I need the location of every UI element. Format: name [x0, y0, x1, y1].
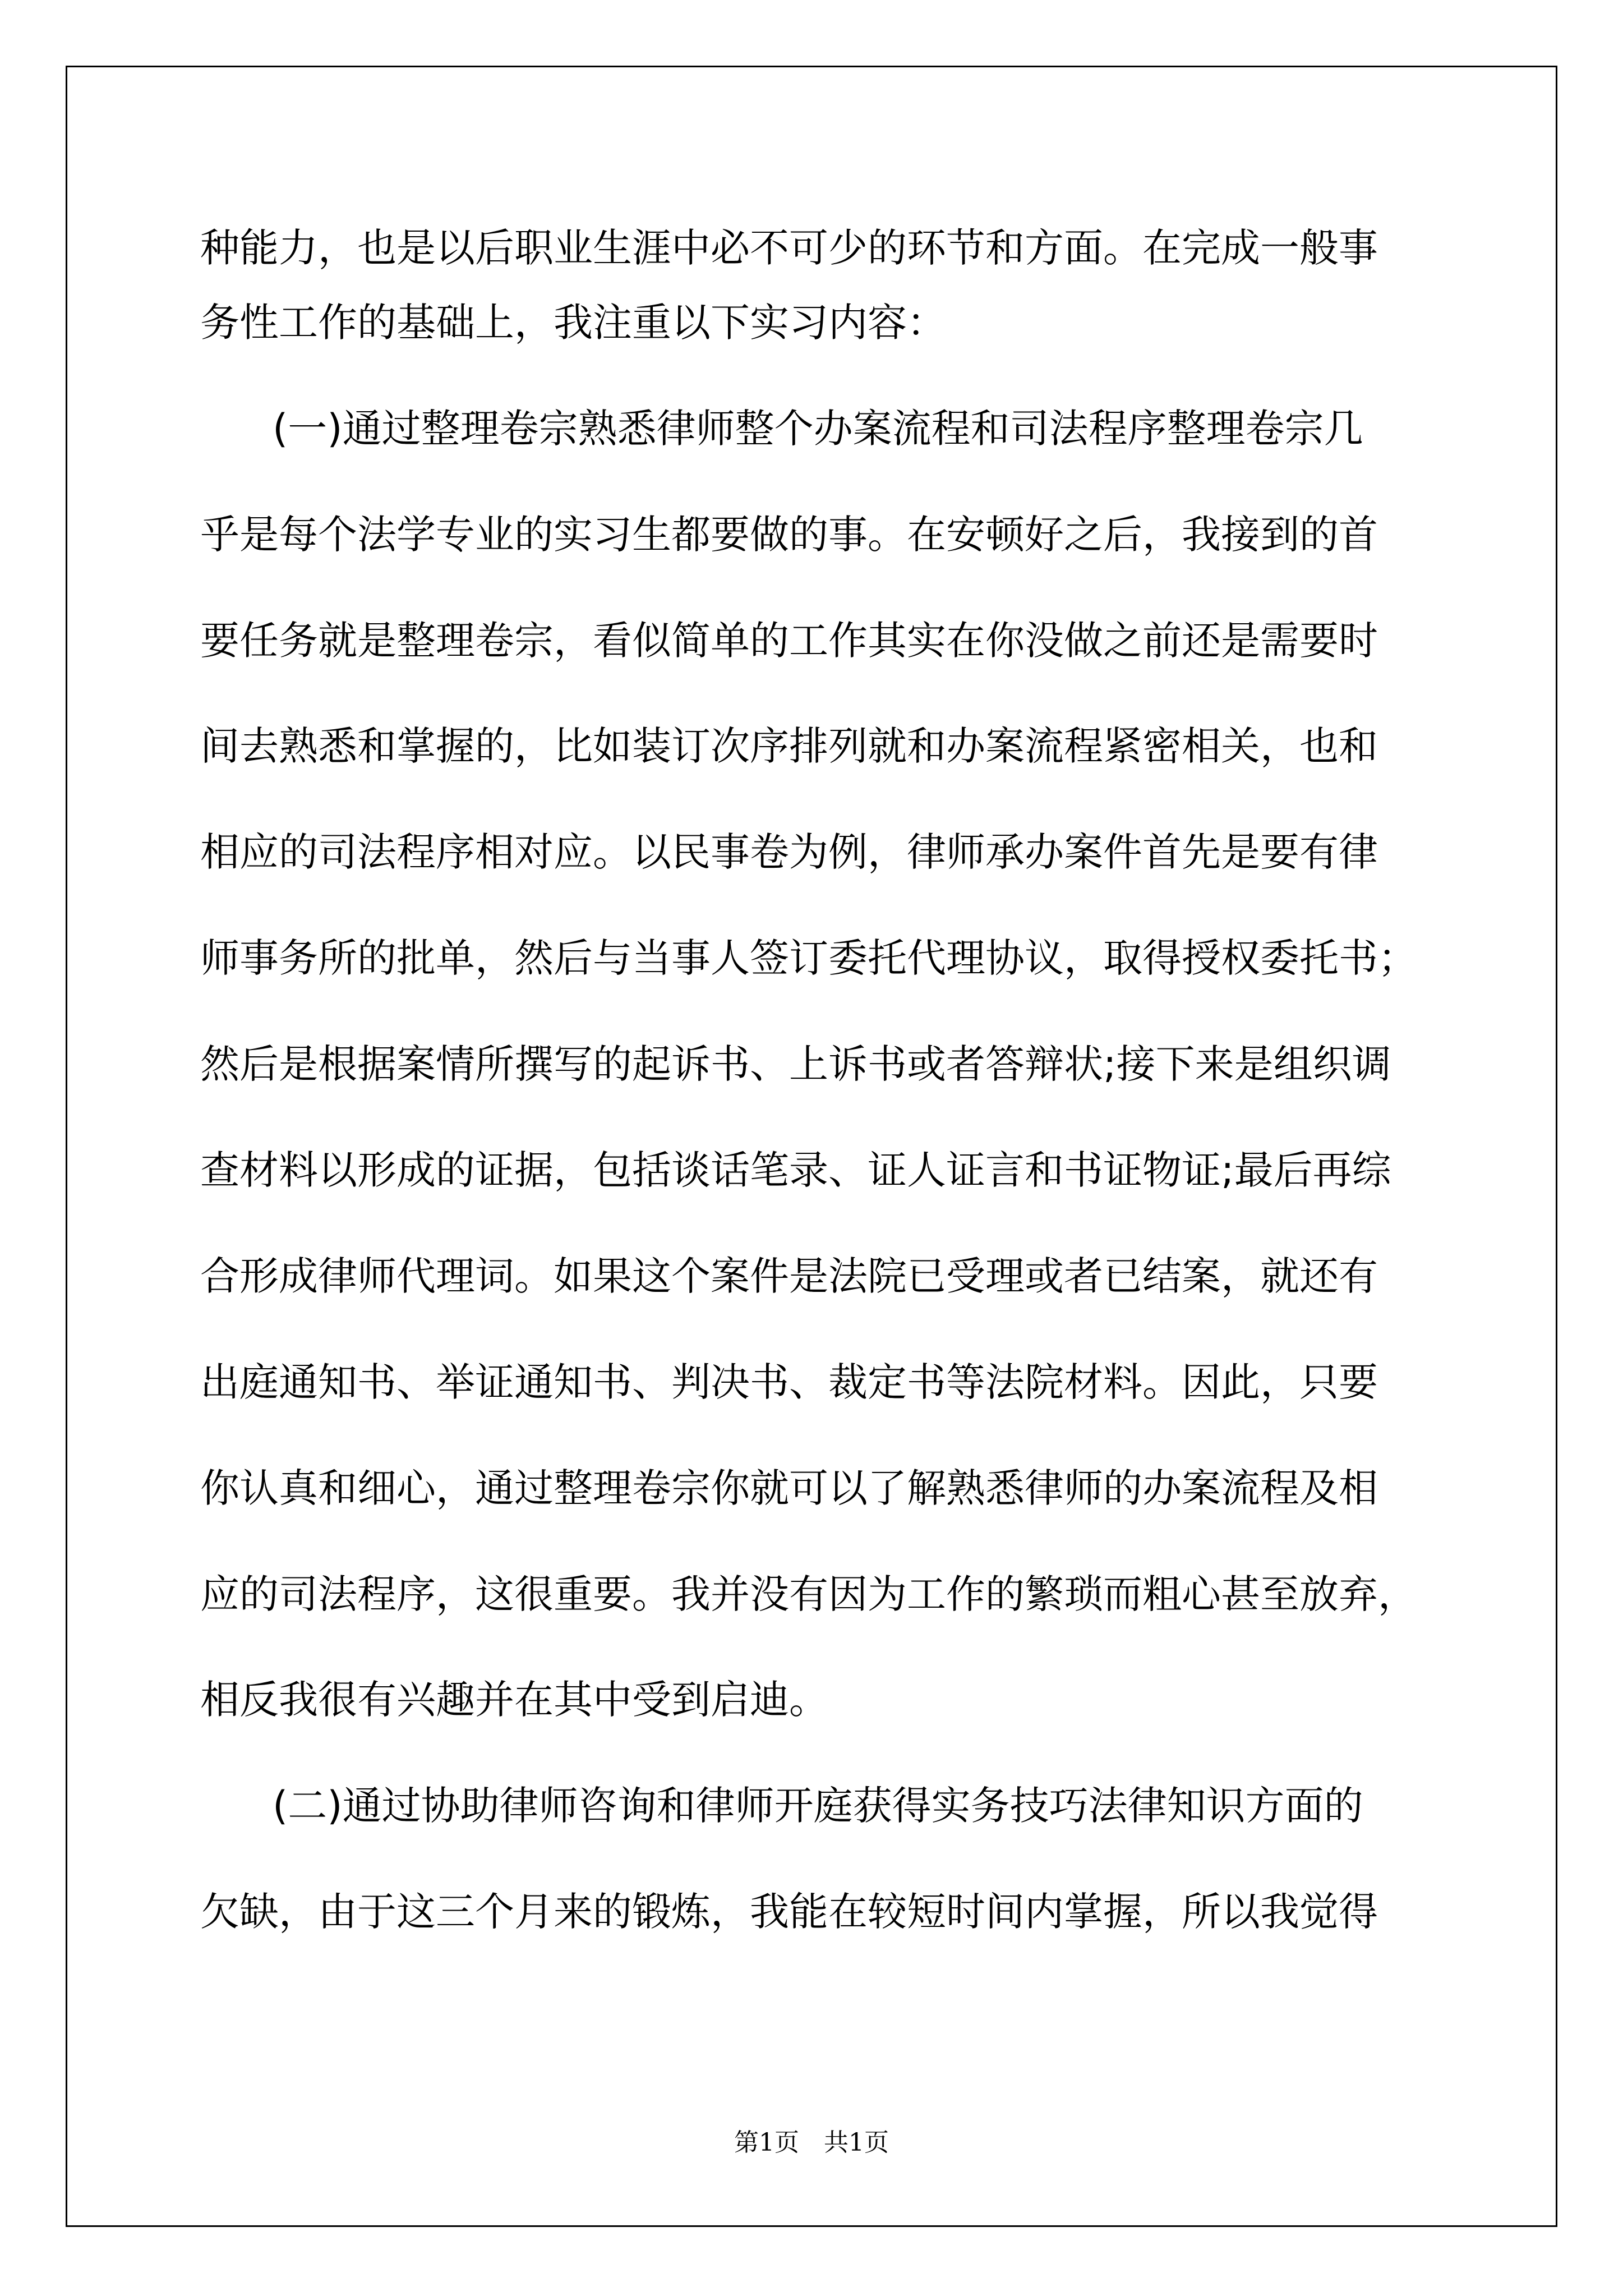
text-line: 种能力，也是以后职业生涯中必不可少的环节和方面。在完成一般事 [200, 225, 1378, 271]
text-line: 间去熟悉和掌握的，比如装订次序排列就和办案流程紧密相关，也和 [200, 723, 1378, 769]
text-line: 合形成律师代理词。如果这个案件是法院已受理或者已结案，就还有 [200, 1253, 1378, 1299]
text-line: 乎是每个法学专业的实习生都要做的事。在安顿好之后，我接到的首 [200, 512, 1378, 558]
paragraph-heading-line: (一)通过整理卷宗熟悉律师整个办案流程和司法程序整理卷宗几 [273, 406, 1363, 452]
page-footer: 第1页 共1页 [734, 2128, 889, 2157]
text-line: 要任务就是整理卷宗，看似简单的工作其实在你没做之前还是需要时 [200, 618, 1378, 664]
text-line: 欠缺，由于这三个月来的锻炼，我能在较短时间内掌握，所以我觉得 [200, 1889, 1378, 1935]
text-line: 你认真和细心，通过整理卷宗你就可以了解熟悉律师的办案流程及相 [200, 1465, 1378, 1511]
text-line: 然后是根据案情所撰写的起诉书、上诉书或者答辩状;接下来是组织调 [200, 1041, 1391, 1087]
text-line: 相反我很有兴趣并在其中受到启迪。 [200, 1677, 828, 1723]
text-line: 查材料以形成的证据，包括谈话笔录、证人证言和书证物证;最后再综 [200, 1147, 1391, 1193]
text-line: 务性工作的基础上，我注重以下实习内容： [200, 300, 946, 346]
text-line: 相应的司法程序相对应。以民事卷为例，律师承办案件首先是要有律 [200, 829, 1378, 875]
paragraph-heading-line: (二)通过协助律师咨询和律师开庭获得实务技巧法律知识方面的 [273, 1783, 1363, 1829]
text-line: 出庭通知书、举证通知书、判决书、裁定书等法院材料。因此，只要 [200, 1359, 1378, 1405]
text-line: 应的司法程序，这很重要。我并没有因为工作的繁琐而粗心甚至放弃， [200, 1571, 1417, 1617]
text-line: 师事务所的批单，然后与当事人签订委托代理协议，取得授权委托书； [200, 935, 1417, 981]
